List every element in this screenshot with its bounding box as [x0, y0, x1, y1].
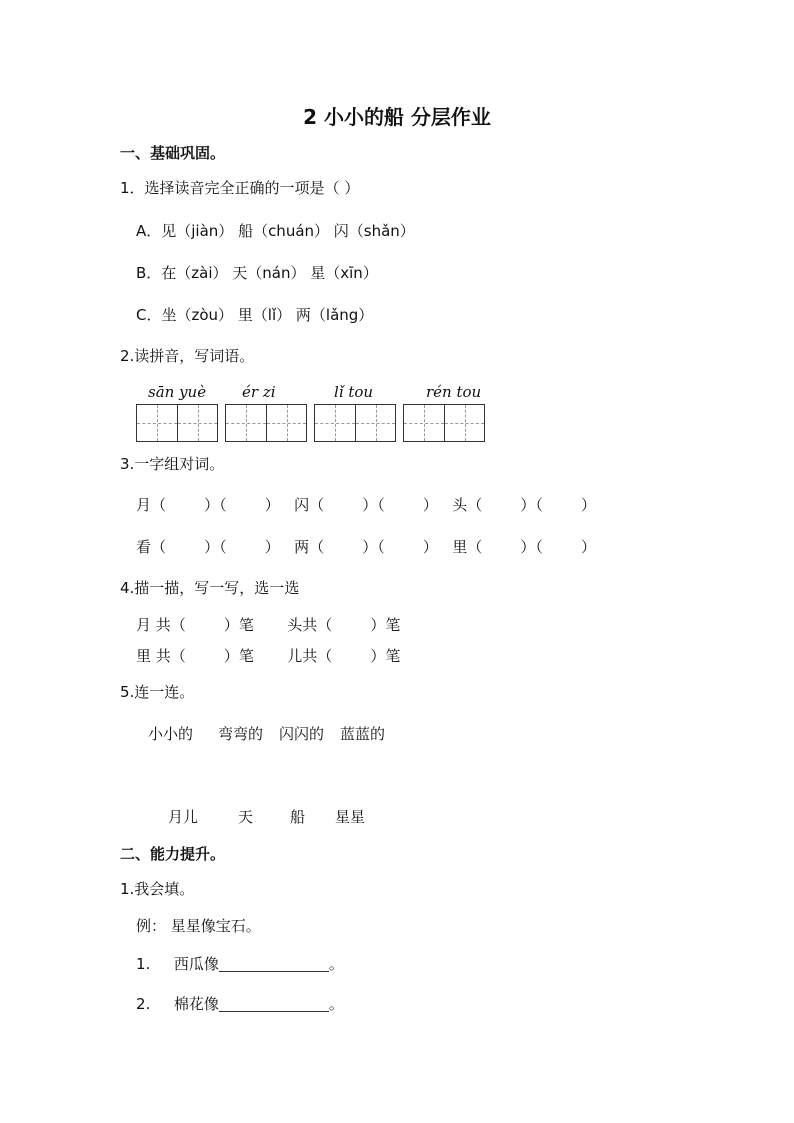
s2-q1-example: 例： 星星像宝石。	[136, 917, 261, 935]
q1-option-a: A．见（jiàn） 船（chuán） 闪（shǎn）	[136, 222, 415, 240]
q3-prompt: 3.一字组对词。	[120, 455, 225, 473]
writing-grid-3[interactable]	[314, 404, 396, 442]
writing-cell[interactable]	[444, 405, 484, 441]
match-top-3[interactable]: 闪闪的	[279, 725, 325, 743]
pinyin-word-2: ér zi	[242, 383, 276, 401]
fill-item-1-period: 。	[328, 955, 344, 973]
match-bottom-3[interactable]: 船	[290, 808, 306, 826]
q5-prompt: 5.连一连。	[120, 683, 195, 701]
writing-cell[interactable]	[315, 405, 355, 441]
match-bottom-2[interactable]: 天	[238, 808, 254, 826]
section1-heading: 一、基础巩固。	[120, 144, 226, 162]
match-top-2[interactable]: 弯弯的	[218, 725, 264, 743]
s2-q1-prompt: 1.我会填。	[120, 880, 195, 898]
writing-grid-2[interactable]	[225, 404, 307, 442]
fill-blank-2[interactable]	[219, 997, 329, 1012]
q4-prompt: 4.描一描，写一写，选一选	[120, 579, 300, 597]
q4-row-1: 月 共（ ）笔 头共（ ）笔	[136, 616, 401, 634]
q2-prompt: 2.读拼音，写词语。	[120, 347, 255, 365]
match-bottom-1[interactable]: 月儿	[168, 808, 199, 826]
fill-item-2	[136, 997, 344, 1012]
writing-cell[interactable]	[177, 405, 217, 441]
page-title: 2 小小的船 分层作业	[303, 105, 491, 129]
writing-cell[interactable]	[137, 405, 177, 441]
q3-row-2: 看（ ）（ ） 两（ ）（ ） 里（ ）（ ）	[136, 538, 596, 556]
fill-blank-1[interactable]	[219, 957, 329, 972]
writing-cell[interactable]	[226, 405, 266, 441]
writing-grid-1[interactable]	[136, 404, 218, 442]
fill-item-2-period: 。	[328, 995, 344, 1013]
q3-row-1: 月（ ）（ ） 闪（ ）（ ） 头（ ）（ ）	[136, 496, 596, 514]
fill-item-1	[136, 957, 344, 972]
fill-item-2-text: 棉花像	[173, 995, 219, 1013]
writing-cell[interactable]	[355, 405, 395, 441]
pinyin-word-4: rén tou	[426, 383, 482, 401]
fill-item-1-number: 1.	[136, 955, 151, 973]
writing-cell[interactable]	[404, 405, 444, 441]
match-top-4[interactable]: 蓝蓝的	[340, 725, 386, 743]
writing-grid-4[interactable]	[403, 404, 485, 442]
match-top-1[interactable]: 小小的	[148, 725, 194, 743]
q1-option-b: B．在（zài） 天（nán） 星（xīn）	[136, 264, 378, 282]
fill-item-1-text: 西瓜像	[173, 955, 219, 973]
pinyin-word-1: sān yuè	[148, 383, 207, 401]
q1-prompt: 1．选择读音完全正确的一项是（ ）	[120, 179, 360, 197]
section2-heading: 二、能力提升。	[120, 845, 226, 863]
q1-option-c: C．坐（zòu） 里（lǐ） 两（lǎng）	[136, 306, 374, 324]
writing-cell[interactable]	[266, 405, 306, 441]
match-bottom-4[interactable]: 星星	[335, 808, 366, 826]
q4-row-2: 里 共（ ）笔 儿共（ ）笔	[136, 647, 401, 665]
fill-item-2-number: 2.	[136, 995, 151, 1013]
pinyin-word-3: lǐ tou	[334, 383, 374, 401]
